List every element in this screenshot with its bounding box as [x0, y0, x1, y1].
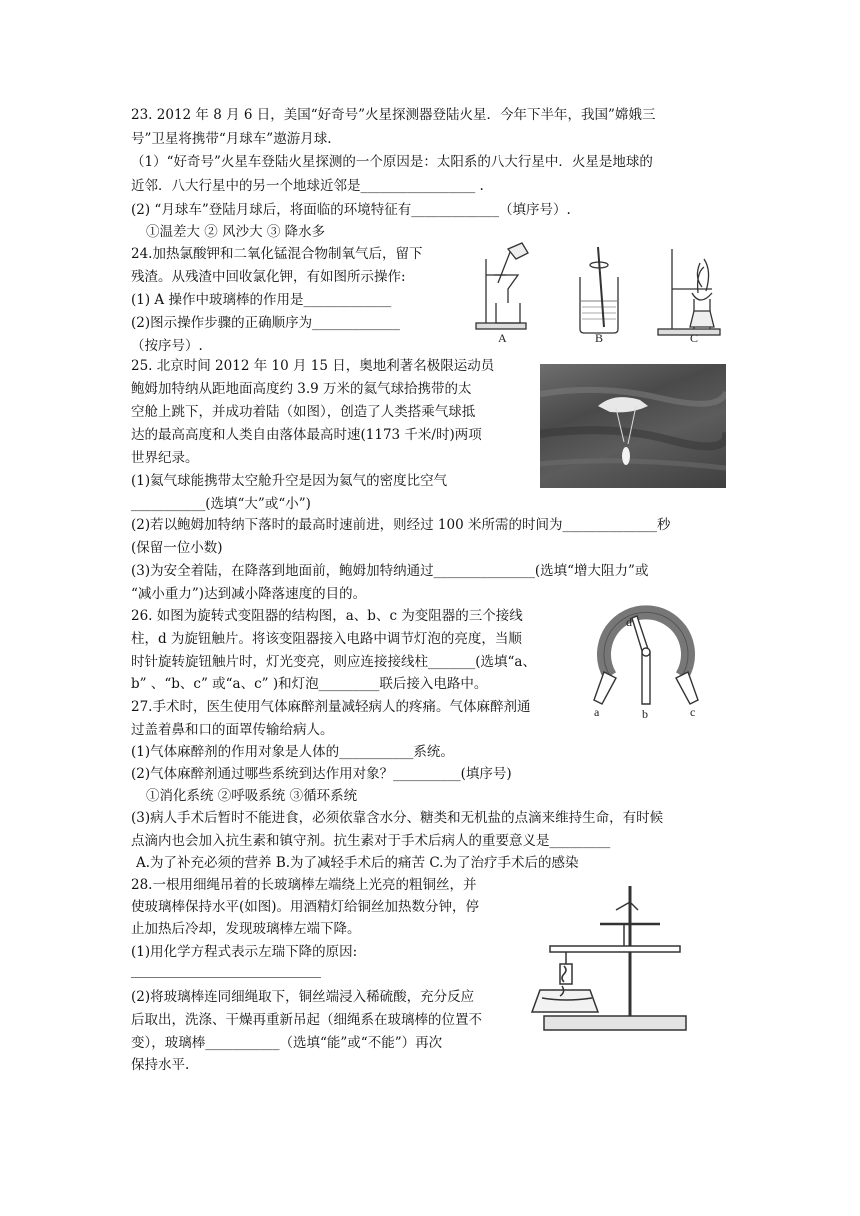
q26-line4: b” 、“b、c” 或“a、c” )和灯泡_________联后接入电路中。: [131, 676, 488, 692]
q27-choices: A.为了补充必须的营养 B.为了减轻手术后的痛苦 C.为了治疗手术后的感染: [136, 855, 579, 871]
q28-line4: (1)用化学方程式表示左瑞下降的原因:: [131, 944, 358, 960]
q25-line10: (3)为安全着陆，在降落到地面前，鲍姆加特纳通过_______________(选填“增大阻力”或: [131, 563, 649, 579]
q27-line3: (1)气体麻醉剂的作用对象是人体的___________系统。: [131, 744, 454, 760]
q25-line11: “减小重力”)达到减小降落速度的目的。: [131, 586, 367, 602]
q28-line1: 28.一根用细绳吊着的长玻璃棒左端绕上光亮的粗铜丝，并: [131, 877, 477, 893]
figure-b-stirring: [580, 247, 618, 333]
q28-line5: (2)将玻璃棒连同细绳取下，铜丝端浸入稀硫酸，充分反应: [131, 989, 475, 1005]
q26-line2: 柱，d 为旋钮触片。将该变阻器接入电路中调节灯泡的亮度，当顺: [131, 631, 522, 647]
q28-line2: 使玻璃棒保持水平(如图)。用酒精灯给铜丝加热数分钟，停: [131, 899, 480, 915]
q23-line1: 23. 2012 年 8 月 6 日，美国“好奇号”火星探测器登陆火星．今年下半年，我国”嫦娥三: [131, 107, 656, 123]
q28-line8: 保持水平.: [131, 1057, 190, 1073]
answer-blank-line: [131, 977, 321, 978]
q24-line2: 残渣。从残渣中回收氯化钾，有如图所示操作:: [131, 269, 406, 285]
figure-c-evaporation: [658, 249, 720, 335]
q26-line3: 时针旋转旋钮触片时，灯光变亮，则应连接接线柱_______(选填“a、: [131, 654, 536, 670]
terminal-label-a: a: [594, 705, 600, 719]
slider-label-d: d: [626, 615, 632, 629]
figure-label-c: C: [690, 331, 699, 345]
q27-line6: (3)病人手术后暂时不能进食，必须依靠含水分、糖类和无机盐的点滴来维持生命，有时候: [131, 810, 664, 826]
q23-options: ①温差大 ② 风沙大 ③ 降水多: [146, 224, 326, 240]
q27-line7: 点滴内也会加入抗生素和镇守剂。抗生素对于手术后病人的重要意义是_________: [131, 833, 611, 849]
q25-line7: ___________(选填“大”或“小”): [131, 496, 311, 512]
terminal-label-c: c: [690, 705, 696, 719]
q23-line5: (2) “月球车”登陆月球后，将面临的环境特征有_____________（填序号）.: [131, 202, 571, 218]
q25-line2: 鲍姆加特纳从距地面高度约 3.9 万米的氦气球拾携带的太: [131, 381, 472, 397]
terminal-label-b: b: [642, 707, 648, 720]
rotary-rheostat-figure: [590, 596, 702, 720]
q23-line4: 近邻．八大行星中的另一个地球近邻是_________________ .: [131, 178, 484, 194]
q25-line5: 世界纪录。: [131, 450, 199, 466]
q27-options: ①消化系统 ②呼吸系统 ③循环系统: [146, 788, 358, 804]
q25-line8: (2)若以鲍姆加特纳下落时的最高时速前进，则经过 100 米所需的时间为______________秒: [131, 517, 671, 533]
q27-line4: (2)气体麻醉剂通过哪些系统到达作用对象？__________(填序号): [131, 766, 512, 782]
q27-line1: 27.手术时，医生使用气体麻醉剂量减轻病人的疼痛。气体麻醉剂通: [131, 699, 531, 715]
q25-line6: (1)氦气球能携带太空舱升空是因为氦气的密度比空气: [131, 473, 448, 489]
q25-line9: (保留一位小数): [131, 540, 223, 556]
q24-line1: 24.加热氯酸钾和二氧化锰混合物制氧气后，留下: [131, 246, 423, 262]
q24-line5: （按序号）.: [131, 338, 203, 354]
figure-a-filtration: [476, 243, 528, 329]
q28-line7: 变），玻璃棒___________（选填“能”或“不能”）再次: [131, 1035, 443, 1051]
skydiver-photo: [540, 364, 726, 488]
q24-line3: (1) A 操作中玻璃棒的作用是_____________: [131, 292, 392, 308]
q24-line4: (2)图示操作步骤的正确顺序为_____________: [131, 315, 400, 331]
q28-line3: 止加热后冷却，发现玻璃棒左端下降。: [131, 921, 361, 937]
q28-line6: 后取出，洗涤、干燥再重新吊起（细绳系在玻璃棒的位置不: [131, 1012, 482, 1028]
filtration-apparatus-figure: [468, 237, 740, 345]
q25-line4: 达的最高高度和人类自由落体最高时速(1173 千米/时)两项: [131, 427, 482, 443]
glass-rod-balance-figure: [530, 880, 698, 1040]
q25-line3: 空舱上跳下，并成功着陆（如图），创造了人类搭乘气球抵: [131, 404, 476, 420]
q23-line2: 号”卫星将携带“月球车”遨游月球.: [131, 131, 332, 147]
q27-line2: 过盖着鼻和口的面罩传输给病人。: [131, 722, 334, 738]
figure-label-a: A: [498, 331, 507, 345]
figure-label-b: B: [595, 331, 604, 345]
q25-line1: 25. 北京时间 2012 年 10 月 15 日，奥地利著名极限运动员: [131, 358, 495, 374]
q26-line1: 26. 如图为旋转式变阻器的结构图，a、b、c 为变阻器的三个接线: [131, 608, 523, 624]
q23-line3: （1）“好奇号”火星车登陆火星探测的一个原因是：太阳系的八大行星中．火星是地球的: [131, 154, 653, 170]
